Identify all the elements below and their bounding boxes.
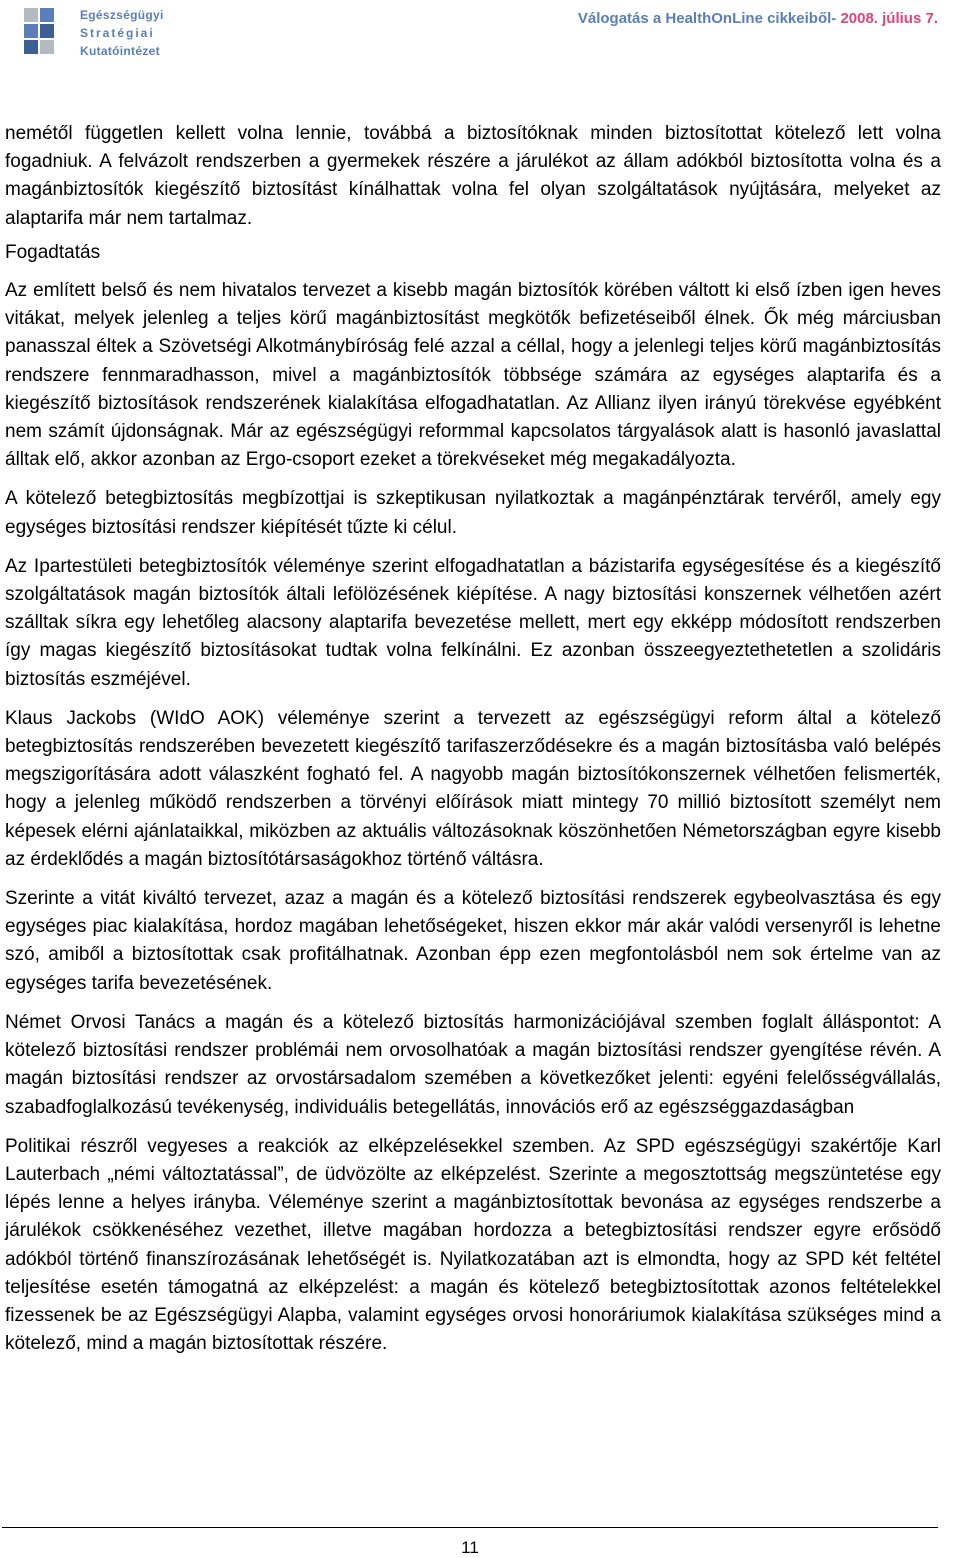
logo-mark-icon xyxy=(22,6,56,64)
paragraph: A kötelező betegbiztosítás megbízottjai is szkeptikusan nyilatkoztak a magánpénztárak tervéről, amely egy egységes biztosítási rendszer kiépítését tűzte ki célul. xyxy=(5,488,941,538)
paragraph-continuation: nemétől független kellett volna lennie, továbbá a biztosítóknak minden biztosítottat kötelező lett volna fogadniuk. A felvázolt rendszerben a gyermekek részére a járulékot az állam adókból biztosította volna és a magánbiztosítók kiegészítő biztosítást kínálhattak volna fel olyan szolgáltatások nyújtására, melyeket az alaptarifa már nem tartalmaz. xyxy=(5,123,941,229)
header-title-prefix: Válogatás a HealthOnLine cikkeiből- xyxy=(577,10,837,27)
paragraph: Klaus Jackobs (WIdO AOK) véleménye szerint a tervezett az egészségügyi reform által a kötelező betegbiztosítás rendszerében bevezetett kiegészítő tarifaszerződésekre és a magán biztosításba való belépés megszigorítására adott válaszként fogható fel. A nagyobb magán biztosítókonszernek vélhetően felismerték, hogy a jelenleg működő rendszerben a törvényi előírások miatt mintegy 70 millió biztosított személyt nem képesek elérni ajánlataikkal, miközben az aktuális változásoknak köszönhetően Németországban egyre kisebb az érdeklődés a magán biztosítótársaságokhoz történő váltásra. xyxy=(5,707,941,870)
footer-divider xyxy=(2,1527,938,1528)
section-heading-fogadtatas: Fogadtatás xyxy=(5,241,101,263)
logo-line-1: Egészségügyi xyxy=(80,8,164,22)
institute-logo xyxy=(22,6,164,64)
paragraph: Német Orvosi Tanács a magán és a kötelező biztosítás harmonizációjával szemben foglalt álláspontot: A kötelező biztosítási rendszer problémái nem orvosolhatóak a magán biztosítási rendszer gyengítése révén. A magán biztosítási rendszer az orvostársadalom szemében a következőket jelenti: egyéni felelősségvállalás, szabadfoglalkozású tevékenység, individuális betegellátás, innovációs erő az egészséggazdaságban xyxy=(5,1011,941,1118)
page-number: 11 xyxy=(461,1538,479,1557)
article-body xyxy=(5,120,941,1369)
paragraph: Szerinte a vitát kiváltó tervezet, azaz a magán és a kötelező biztosítási rendszerek egybeolvasztása és egy egységes piac kialakítása, hordoz magában lehetőségeket, hiszen ekkor már akár valódi versenyről is lehetne szó, amiből a biztosítottak csak profitálhatnak. Azonban épp ezen megfontolásból nem sok értelme van az egységes tarifa bevezetésének. xyxy=(5,888,941,994)
paragraph: Az Ipartestületi betegbiztosítók véleménye szerint elfogadhatatlan a bázistarifa egységesítése és a kiegészítő szolgáltatások magán biztosítók általi lefölözésének kiépítése. A nagy biztosítási konszernek vélhetően azért szálltak síkra egy lehetőleg alacsony alaptarifa bevezetése mellett, mert egy ekképp módosított rendszerben így magas kiegészítő biztosításokat tudtak volna felkínálni. Ez azonban összeegyeztethetetlen a szolidáris biztosítás eszméjével. xyxy=(5,555,941,690)
paragraph: Politikai részről vegyeses a reakciók az elképzelésekkel szemben. Az SPD egészségügyi szakértője Karl Lauterbach „némi változtatással”, de üdvözölte az elképzelést. Szerinte a megosztottság megszüntetése egy lépés lenne a helyes irányba. Véleménye szerint a magánbiztosítottak bevonása az egységes rendszerbe a járulékok csökkenéséhez vezethet, illetve magában hordozza a betegbiztosítási rendszer egyre erősödő adókból történő finanszírozásának lehetőségét is. Nyilatkozatában azt is elmondta, hogy az SPD két feltétel teljesítése esetén támogatná az elképzelést: a magán és kötelező betegbiztosítottak azonos feltételekkel fizessenek be az Egészségügyi Alapba, valamint egységes orvosi honoráriumok kialakítása szükséges mind a kötelező, mind a magán biztosítottak részére. xyxy=(5,1135,941,1355)
logo-line-3: Kutatóintézet xyxy=(80,44,160,58)
page-header xyxy=(0,0,960,70)
header-title-date: 2008. július 7. xyxy=(840,10,938,27)
header-title xyxy=(578,10,938,27)
logo-line-2: Stratégiai xyxy=(80,26,155,40)
paragraph: Az említett belső és nem hivatalos tervezet a kisebb magán biztosítók körében váltott ki első ízben igen heves vitákat, melyek jelenleg a teljes körű magánbiztosítást megkötők befizetéseiből élnek. Ők még márciusban panasszal éltek a Szövetségi Alkotmánybíróság felé azzal a céllal, hogy a jelenlegi teljes körű magánbiztosítás rendszere fennmaradhasson, mivel a magánbiztosítók többsége számára az egységes alaptarifa és a kiegészítő biztosítások rendszerének kialakítása elfogadhatatlan. Az Allianz ilyen irányú törekvése egyébként nem számít újdonságnak. Már az egészségügyi reformmal kapcsolatos tárgyalások alatt is hasonló javaslattal álltak elő, akkor azonban az Ergo-csoport ezeket a törekvéseket még megakadályozta. xyxy=(5,280,941,471)
